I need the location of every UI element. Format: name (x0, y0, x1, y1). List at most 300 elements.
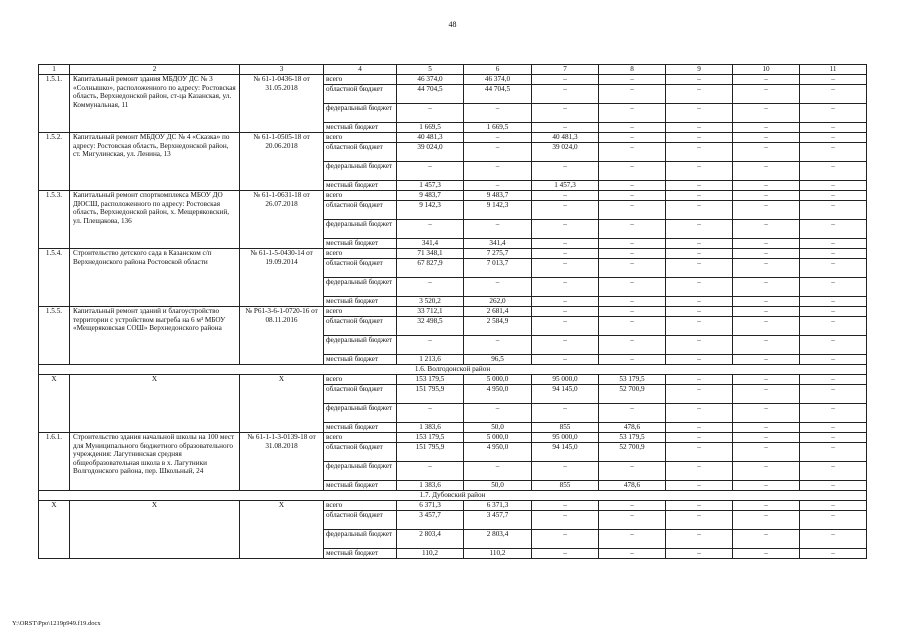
budget-type-label: федеральный бюджет (324, 278, 397, 297)
value-cell: – (800, 104, 867, 123)
value-cell: – (532, 511, 599, 530)
value-cell: – (733, 355, 800, 365)
value-cell: – (397, 104, 464, 123)
item-description: Капитальный ремонт МБДОУ ДС № 4 «Сказка» по адресу: Ростовская область, Верхнедонской район, ст. Мигулинская, ул. Ленина, 13 (70, 133, 240, 191)
value-cell: – (532, 462, 599, 481)
value-cell: – (532, 336, 599, 355)
value-cell: – (599, 462, 666, 481)
value-cell: – (666, 355, 733, 365)
budget-type-label: всего (324, 501, 397, 511)
item-document: № 61-1-1-3-0139-18 от 31.08.2018 (240, 433, 324, 491)
value-cell: – (800, 297, 867, 307)
value-cell: – (800, 201, 867, 220)
budget-type-label: местный бюджет (324, 355, 397, 365)
value-cell: 855 (532, 481, 599, 491)
value-cell: – (599, 123, 666, 133)
value-cell: 94 145,0 (532, 443, 599, 462)
value-cell: – (733, 191, 800, 201)
budget-type-label: федеральный бюджет (324, 104, 397, 123)
section-title: 1.6. Волгодонской район (39, 365, 867, 375)
budget-type-label: областной бюджет (324, 443, 397, 462)
value-cell: – (599, 104, 666, 123)
item-description: Капитальный ремонт здания МБДОУ ДС № 3 «Солнышко», расположенного по адресу: Ростовская область, Верхнедонской район, ст-ца Казанская, ул. Коммунальная, 11 (70, 75, 240, 133)
value-cell: – (532, 191, 599, 201)
value-cell: – (599, 162, 666, 181)
value-cell: – (666, 259, 733, 278)
value-cell: 50,0 (464, 423, 532, 433)
item-document: № 61-1-0631-18 от 26.07.2018 (240, 191, 324, 249)
value-cell: – (397, 278, 464, 297)
file-path-footer: Y:\ORST\Ppo\1219p949.f19.docx (12, 620, 101, 627)
value-cell: – (666, 249, 733, 259)
value-cell: – (733, 501, 800, 511)
value-cell: – (599, 355, 666, 365)
value-cell: – (397, 404, 464, 423)
item-description: Капитальный ремонт спорткомплекса МБОУ ДО ДЮСШ, расположенного по адресу: Ростовская область, Верхнедонской район, х. Мещеряковский, ул. Плещакова, 136 (70, 191, 240, 249)
value-cell: – (800, 404, 867, 423)
budget-type-label: федеральный бюджет (324, 162, 397, 181)
value-cell: 9 142,3 (397, 201, 464, 220)
value-cell: – (733, 220, 800, 239)
budget-type-label: местный бюджет (324, 423, 397, 433)
item-document: № 61-1-5-0430-14 от 19.09.2014 (240, 249, 324, 307)
value-cell: – (733, 385, 800, 404)
value-cell: – (800, 530, 867, 549)
value-cell: – (800, 511, 867, 530)
column-header: 11 (800, 65, 867, 75)
budget-type-label: местный бюджет (324, 239, 397, 249)
item-document: Х (240, 501, 324, 559)
value-cell: – (666, 85, 733, 104)
item-document: № Р61-3-6-1-0720-16 от 08.11.2016 (240, 307, 324, 365)
budget-type-label: областной бюджет (324, 143, 397, 162)
budget-type-label: местный бюджет (324, 297, 397, 307)
value-cell: 1 383,6 (397, 423, 464, 433)
value-cell: – (666, 201, 733, 220)
value-cell: – (733, 433, 800, 443)
value-cell: – (666, 191, 733, 201)
value-cell: – (599, 307, 666, 317)
value-cell: 6 371,3 (397, 501, 464, 511)
value-cell: – (666, 239, 733, 249)
value-cell: 478,6 (599, 481, 666, 491)
budget-type-label: всего (324, 307, 397, 317)
value-cell: – (532, 355, 599, 365)
budget-type-label: всего (324, 249, 397, 259)
value-cell: – (666, 75, 733, 85)
column-header: 1 (39, 65, 70, 75)
value-cell: – (800, 433, 867, 443)
value-cell: 46 374,0 (464, 75, 532, 85)
item-number: 1.5.5. (39, 307, 70, 365)
item-description: Х (70, 375, 240, 433)
value-cell: – (800, 85, 867, 104)
value-cell: – (666, 297, 733, 307)
value-cell: 9 483,7 (464, 191, 532, 201)
value-cell: – (599, 201, 666, 220)
item-number: 1.6.1. (39, 433, 70, 491)
value-cell: – (800, 375, 867, 385)
budget-type-label: областной бюджет (324, 511, 397, 530)
table-row (39, 307, 867, 317)
budget-type-label: всего (324, 433, 397, 443)
value-cell: 5 000,0 (464, 433, 532, 443)
value-cell: – (532, 501, 599, 511)
value-cell: 4 950,0 (464, 443, 532, 462)
value-cell: – (532, 249, 599, 259)
value-cell: – (599, 143, 666, 162)
value-cell: – (666, 443, 733, 462)
value-cell: – (532, 104, 599, 123)
item-description: Строительство детского сада в Казанском с/п Верхнедонского района Ростовской области (70, 249, 240, 307)
value-cell: 71 348,1 (397, 249, 464, 259)
table-row (39, 249, 867, 259)
value-cell: – (733, 162, 800, 181)
value-cell: – (532, 162, 599, 181)
value-cell: – (532, 307, 599, 317)
value-cell: – (666, 143, 733, 162)
value-cell: 33 712,1 (397, 307, 464, 317)
column-header: 6 (464, 65, 532, 75)
item-document: № 61-1-0436-18 от 31.05.2018 (240, 75, 324, 133)
value-cell: – (599, 317, 666, 336)
value-cell: 2 803,4 (464, 530, 532, 549)
value-cell: – (800, 481, 867, 491)
value-cell: – (733, 259, 800, 278)
value-cell: 341,4 (397, 239, 464, 249)
value-cell: – (599, 133, 666, 143)
value-cell: – (800, 336, 867, 355)
value-cell: – (666, 423, 733, 433)
value-cell: – (800, 423, 867, 433)
value-cell: – (733, 123, 800, 133)
value-cell: – (464, 133, 532, 143)
column-number-row (39, 65, 867, 75)
table-row (39, 191, 867, 201)
item-number: 1.5.3. (39, 191, 70, 249)
value-cell: 855 (532, 423, 599, 433)
value-cell: – (666, 375, 733, 385)
value-cell: – (666, 162, 733, 181)
value-cell: 44 704,5 (464, 85, 532, 104)
budget-type-label: областной бюджет (324, 201, 397, 220)
value-cell: – (532, 220, 599, 239)
table-row (39, 375, 867, 385)
value-cell: 1 213,6 (397, 355, 464, 365)
value-cell: 3 457,7 (464, 511, 532, 530)
value-cell: – (599, 336, 666, 355)
value-cell: – (397, 462, 464, 481)
value-cell: – (733, 278, 800, 297)
value-cell: – (666, 433, 733, 443)
value-cell: – (733, 511, 800, 530)
budget-table (38, 64, 867, 559)
value-cell: – (666, 549, 733, 559)
value-cell: – (733, 239, 800, 249)
value-cell: – (666, 501, 733, 511)
item-number: 1.5.2. (39, 133, 70, 191)
value-cell: – (532, 549, 599, 559)
value-cell: – (800, 317, 867, 336)
value-cell: – (666, 530, 733, 549)
value-cell: 46 374,0 (397, 75, 464, 85)
value-cell: – (800, 133, 867, 143)
value-cell: – (599, 501, 666, 511)
value-cell: – (733, 443, 800, 462)
value-cell: – (666, 104, 733, 123)
value-cell: – (733, 307, 800, 317)
value-cell: 39 024,0 (397, 143, 464, 162)
table-row (39, 133, 867, 143)
value-cell: – (599, 549, 666, 559)
value-cell: – (666, 307, 733, 317)
value-cell: – (666, 511, 733, 530)
value-cell: – (800, 220, 867, 239)
value-cell: – (666, 336, 733, 355)
value-cell: – (800, 443, 867, 462)
value-cell: 2 803,4 (397, 530, 464, 549)
value-cell: – (733, 530, 800, 549)
value-cell: – (666, 385, 733, 404)
value-cell: – (733, 423, 800, 433)
column-header: 3 (240, 65, 324, 75)
value-cell: 52 700,9 (599, 385, 666, 404)
value-cell: – (733, 336, 800, 355)
budget-type-label: федеральный бюджет (324, 462, 397, 481)
value-cell: – (733, 375, 800, 385)
value-cell: – (733, 297, 800, 307)
item-number: Х (39, 501, 70, 559)
value-cell: – (599, 259, 666, 278)
value-cell: – (800, 191, 867, 201)
value-cell: – (733, 181, 800, 191)
value-cell: 7 275,7 (464, 249, 532, 259)
value-cell: – (599, 220, 666, 239)
item-number: 1.5.4. (39, 249, 70, 307)
column-header: 9 (666, 65, 733, 75)
value-cell: – (733, 249, 800, 259)
value-cell: 478,6 (599, 423, 666, 433)
value-cell: 53 179,5 (599, 375, 666, 385)
value-cell: 151 795,9 (397, 385, 464, 404)
budget-type-label: федеральный бюджет (324, 336, 397, 355)
value-cell: 9 483,7 (397, 191, 464, 201)
budget-type-label: всего (324, 375, 397, 385)
value-cell: – (800, 162, 867, 181)
value-cell: – (599, 191, 666, 201)
value-cell: 9 142,3 (464, 201, 532, 220)
value-cell: – (464, 162, 532, 181)
budget-type-label: областной бюджет (324, 317, 397, 336)
item-document: Х (240, 375, 324, 433)
value-cell: – (733, 404, 800, 423)
item-number: Х (39, 375, 70, 433)
value-cell: – (733, 85, 800, 104)
value-cell: 153 179,5 (397, 375, 464, 385)
value-cell: – (599, 530, 666, 549)
value-cell: – (666, 278, 733, 297)
value-cell: – (666, 481, 733, 491)
value-cell: – (800, 239, 867, 249)
budget-type-label: местный бюджет (324, 123, 397, 133)
value-cell: 1 457,3 (532, 181, 599, 191)
value-cell: – (599, 181, 666, 191)
value-cell: 96,5 (464, 355, 532, 365)
value-cell: – (733, 481, 800, 491)
value-cell: 153 179,5 (397, 433, 464, 443)
item-description: Капитальный ремонт зданий и благоустройство территории с устройством выгреба на 6 м³ МБОУ «Мещеряковская СОШ» Верхнедонского района (70, 307, 240, 365)
value-cell: – (464, 181, 532, 191)
budget-type-label: всего (324, 75, 397, 85)
table-row (39, 433, 867, 443)
value-cell: 94 145,0 (532, 385, 599, 404)
table-row (39, 75, 867, 85)
value-cell: 1 669,5 (397, 123, 464, 133)
value-cell: – (599, 249, 666, 259)
value-cell: 1 669,5 (464, 123, 532, 133)
value-cell: – (532, 404, 599, 423)
value-cell: – (800, 143, 867, 162)
item-number: 1.5.1. (39, 75, 70, 133)
value-cell: – (733, 462, 800, 481)
value-cell: – (397, 336, 464, 355)
page-number: 48 (448, 20, 457, 29)
value-cell: 39 024,0 (532, 143, 599, 162)
value-cell: – (464, 278, 532, 297)
value-cell: – (464, 143, 532, 162)
value-cell: – (599, 85, 666, 104)
value-cell: 6 371,3 (464, 501, 532, 511)
value-cell: – (599, 297, 666, 307)
value-cell: – (800, 181, 867, 191)
value-cell: – (800, 355, 867, 365)
value-cell: 262,0 (464, 297, 532, 307)
budget-type-label: областной бюджет (324, 85, 397, 104)
value-cell: – (800, 307, 867, 317)
value-cell: – (599, 404, 666, 423)
value-cell: – (800, 249, 867, 259)
value-cell: 53 179,5 (599, 433, 666, 443)
value-cell: – (464, 462, 532, 481)
value-cell: – (733, 143, 800, 162)
budget-type-label: всего (324, 133, 397, 143)
item-document: № 61-1-0505-18 от 20.06.2018 (240, 133, 324, 191)
value-cell: 151 795,9 (397, 443, 464, 462)
value-cell: – (464, 336, 532, 355)
value-cell: – (532, 317, 599, 336)
value-cell: – (800, 385, 867, 404)
value-cell: 1 383,6 (397, 481, 464, 491)
value-cell: – (464, 404, 532, 423)
value-cell: 7 013,7 (464, 259, 532, 278)
value-cell: – (464, 220, 532, 239)
value-cell: 4 950,0 (464, 385, 532, 404)
value-cell: – (532, 75, 599, 85)
value-cell: – (532, 297, 599, 307)
value-cell: 95 000,0 (532, 375, 599, 385)
column-header: 7 (532, 65, 599, 75)
value-cell: – (532, 201, 599, 220)
value-cell: – (532, 259, 599, 278)
budget-type-label: местный бюджет (324, 549, 397, 559)
value-cell: 40 481,3 (397, 133, 464, 143)
budget-type-label: федеральный бюджет (324, 220, 397, 239)
value-cell: 50,0 (464, 481, 532, 491)
value-cell: 2 584,9 (464, 317, 532, 336)
value-cell: – (532, 123, 599, 133)
budget-type-label: всего (324, 191, 397, 201)
column-header: 2 (70, 65, 240, 75)
column-header: 10 (733, 65, 800, 75)
value-cell: – (666, 133, 733, 143)
value-cell: – (800, 278, 867, 297)
column-header: 8 (599, 65, 666, 75)
budget-type-label: местный бюджет (324, 181, 397, 191)
budget-type-label: областной бюджет (324, 385, 397, 404)
value-cell: – (666, 123, 733, 133)
value-cell: – (733, 133, 800, 143)
budget-type-label: федеральный бюджет (324, 404, 397, 423)
value-cell: – (599, 511, 666, 530)
value-cell: – (800, 123, 867, 133)
value-cell: 2 681,4 (464, 307, 532, 317)
section-title: 1.7. Дубовский район (39, 491, 867, 501)
value-cell: – (800, 462, 867, 481)
value-cell: – (666, 220, 733, 239)
value-cell: 110,2 (464, 549, 532, 559)
value-cell: 110,2 (397, 549, 464, 559)
value-cell: – (464, 104, 532, 123)
value-cell: 3 520,2 (397, 297, 464, 307)
value-cell: – (397, 220, 464, 239)
value-cell: – (666, 462, 733, 481)
value-cell: – (599, 75, 666, 85)
value-cell: – (800, 75, 867, 85)
value-cell: – (599, 239, 666, 249)
value-cell: – (532, 278, 599, 297)
budget-type-label: местный бюджет (324, 481, 397, 491)
value-cell: – (733, 549, 800, 559)
value-cell: 40 481,3 (532, 133, 599, 143)
section-row (39, 365, 867, 375)
value-cell: – (666, 181, 733, 191)
value-cell: – (666, 404, 733, 423)
value-cell: 32 498,5 (397, 317, 464, 336)
value-cell: – (800, 501, 867, 511)
value-cell: – (532, 85, 599, 104)
table-row (39, 501, 867, 511)
value-cell: – (666, 317, 733, 336)
value-cell: – (733, 317, 800, 336)
value-cell: – (800, 549, 867, 559)
value-cell: 67 827,9 (397, 259, 464, 278)
budget-type-label: областной бюджет (324, 259, 397, 278)
value-cell: – (599, 278, 666, 297)
value-cell: – (733, 201, 800, 220)
value-cell: 341,4 (464, 239, 532, 249)
column-header: 4 (324, 65, 397, 75)
value-cell: 1 457,3 (397, 181, 464, 191)
item-description: Х (70, 501, 240, 559)
item-description: Строительство здания начальной школы на 100 мест для Муниципального бюджетного образовательного учреждения: Лагутнинская средняя общеобразовательная школа в х. Лагутники Волгодонского района, пер. Школьный, 24 (70, 433, 240, 491)
value-cell: 44 704,5 (397, 85, 464, 104)
value-cell: – (532, 239, 599, 249)
value-cell: – (532, 530, 599, 549)
value-cell: – (397, 162, 464, 181)
value-cell: 3 457,7 (397, 511, 464, 530)
value-cell: 95 000,0 (532, 433, 599, 443)
budget-type-label: федеральный бюджет (324, 530, 397, 549)
